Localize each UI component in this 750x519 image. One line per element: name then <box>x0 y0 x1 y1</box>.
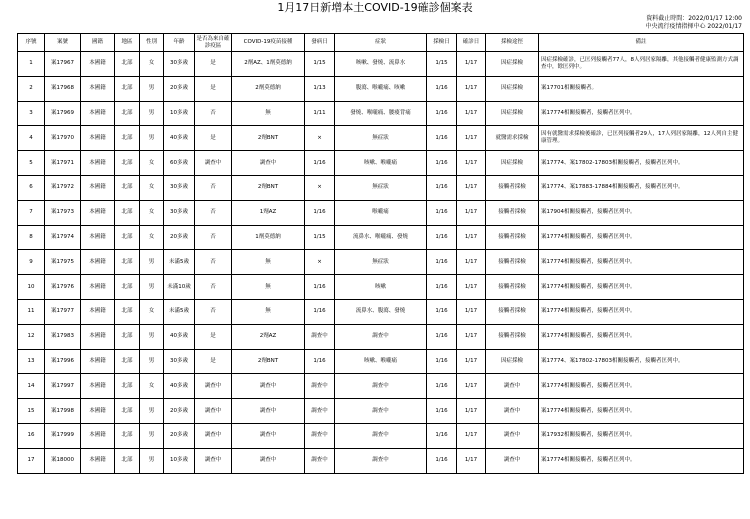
cell-nationality: 本國籍 <box>81 250 115 275</box>
cell-symptom: 喉嚨痛 <box>335 200 427 225</box>
cell-travel: 否 <box>195 299 232 324</box>
cell-case: 案17974 <box>45 225 81 250</box>
cell-confirm-date: 1/17 <box>457 151 486 176</box>
cell-sex: 男 <box>140 423 164 448</box>
col-header-confirm-date: 確診日 <box>457 34 486 52</box>
cell-symptom: 咳嗽、喉嚨痛 <box>335 349 427 374</box>
cell-vaccine: 無 <box>232 101 305 126</box>
col-header-region: 地區 <box>115 34 140 52</box>
cell-note: 案17774、案17802-17803相關接觸者，接觸者匡列中。 <box>539 151 744 176</box>
cell-note: 案17774相關接觸者，接觸者匡列中。 <box>539 299 744 324</box>
cell-route: 因症採檢 <box>486 52 539 77</box>
cell-confirm-date: 1/17 <box>457 275 486 300</box>
cell-note: 案17904相關接觸者，接觸者匡列中。 <box>539 200 744 225</box>
page-title: 1月17日新增本土COVID-19確診個案表 <box>277 1 473 14</box>
cell-sex: 男 <box>140 76 164 101</box>
cell-route: 因症採檢 <box>486 349 539 374</box>
cell-note: 案17774相關接觸者，接觸者匡列中。 <box>539 101 744 126</box>
table-row <box>18 225 744 250</box>
cell-onset: × <box>305 126 335 151</box>
cell-age: 30多歲 <box>164 349 195 374</box>
cell-confirm-date: 1/17 <box>457 200 486 225</box>
cell-case: 案17998 <box>45 399 81 424</box>
cell-onset: 1/16 <box>305 275 335 300</box>
cell-symptom: 調查中 <box>335 448 427 473</box>
cell-sex: 男 <box>140 101 164 126</box>
cell-serial: 2 <box>18 76 45 101</box>
table-row <box>18 151 744 176</box>
cell-vaccine: 2劑BNT <box>232 175 305 200</box>
cell-nationality: 本國籍 <box>81 200 115 225</box>
cell-confirm-date: 1/17 <box>457 52 486 77</box>
cell-note: 因有就醫需求採檢後確診，已匡列接觸者29人，17人列居家隔離，12人列自主健康管理。 <box>539 126 744 151</box>
cell-sample-date: 1/16 <box>427 151 457 176</box>
cell-vaccine: 無 <box>232 250 305 275</box>
cell-sex: 男 <box>140 399 164 424</box>
cell-region: 北部 <box>115 200 140 225</box>
cell-onset: 1/16 <box>305 349 335 374</box>
cell-case: 案17976 <box>45 275 81 300</box>
cell-route: 因症採檢 <box>486 76 539 101</box>
cell-confirm-date: 1/17 <box>457 299 486 324</box>
table-row <box>18 423 744 448</box>
case-table <box>17 33 744 474</box>
cell-case: 案18000 <box>45 448 81 473</box>
cell-onset: 1/16 <box>305 299 335 324</box>
table-row <box>18 349 744 374</box>
cell-route: 接觸者採檢 <box>486 175 539 200</box>
cell-travel: 調查中 <box>195 423 232 448</box>
cell-travel: 否 <box>195 101 232 126</box>
cell-age: 10多歲 <box>164 448 195 473</box>
cell-sample-date: 1/16 <box>427 399 457 424</box>
cell-age: 40多歲 <box>164 374 195 399</box>
cell-sex: 女 <box>140 374 164 399</box>
cell-symptom: 無症狀 <box>335 126 427 151</box>
cell-sample-date: 1/16 <box>427 101 457 126</box>
cell-onset: × <box>305 250 335 275</box>
cell-symptom: 腹瀉、喉嚨痛、咳嗽 <box>335 76 427 101</box>
table-row <box>18 275 744 300</box>
table-row <box>18 200 744 225</box>
table-row <box>18 299 744 324</box>
cell-region: 北部 <box>115 126 140 151</box>
cell-route: 因症採檢 <box>486 101 539 126</box>
cell-age: 30多歲 <box>164 200 195 225</box>
cell-vaccine: 調查中 <box>232 151 305 176</box>
cell-age: 20多歲 <box>164 76 195 101</box>
cell-sample-date: 1/16 <box>427 374 457 399</box>
cell-travel: 否 <box>195 225 232 250</box>
cell-sample-date: 1/16 <box>427 423 457 448</box>
cell-sex: 女 <box>140 299 164 324</box>
cell-onset: 1/15 <box>305 52 335 77</box>
cell-onset: 調查中 <box>305 448 335 473</box>
cell-sex: 女 <box>140 52 164 77</box>
cell-vaccine: 無 <box>232 299 305 324</box>
cell-region: 北部 <box>115 423 140 448</box>
cell-onset: 1/16 <box>305 200 335 225</box>
cell-sample-date: 1/16 <box>427 299 457 324</box>
cell-serial: 6 <box>18 175 45 200</box>
cell-symptom: 流鼻水、腹瀉、發燒 <box>335 299 427 324</box>
cell-note: 案17774相關接觸者，接觸者匡列中。 <box>539 275 744 300</box>
cell-travel: 否 <box>195 175 232 200</box>
cell-case: 案17968 <box>45 76 81 101</box>
table-row <box>18 448 744 473</box>
cell-symptom: 調查中 <box>335 324 427 349</box>
cell-note: 因症採檢確診，已匡列接觸者77人，8人列居家隔離，其他接觸者健康監測方式調查中，餘匡列中。 <box>539 52 744 77</box>
cell-travel: 調查中 <box>195 151 232 176</box>
col-header-sample-date: 採檢日 <box>427 34 457 52</box>
cell-sample-date: 1/16 <box>427 349 457 374</box>
cell-case: 案17977 <box>45 299 81 324</box>
cell-note: 案17932相關接觸者，接觸者匡列中。 <box>539 423 744 448</box>
data-cutoff-time: 資料截止時間：2022/01/17 12:00 <box>646 15 742 22</box>
cell-serial: 5 <box>18 151 45 176</box>
cell-onset: 調查中 <box>305 374 335 399</box>
cell-note: 案17774、案17802-17803相關接觸者，接觸者匡列中。 <box>539 349 744 374</box>
cell-confirm-date: 1/17 <box>457 448 486 473</box>
cell-travel: 否 <box>195 250 232 275</box>
cell-onset: 調查中 <box>305 399 335 424</box>
cell-route: 接觸者採檢 <box>486 225 539 250</box>
cell-sex: 男 <box>140 250 164 275</box>
col-header-case: 案號 <box>45 34 81 52</box>
col-header-vaccine: COVID-19疫苗接種 <box>232 34 305 52</box>
cell-age: 40多歲 <box>164 126 195 151</box>
cell-note: 案17774相關接觸者，接觸者匡列中。 <box>539 448 744 473</box>
cell-case: 案17969 <box>45 101 81 126</box>
cell-age: 10多歲 <box>164 101 195 126</box>
cell-age: 20多歲 <box>164 225 195 250</box>
cell-travel: 是 <box>195 76 232 101</box>
cell-nationality: 本國籍 <box>81 423 115 448</box>
col-header-sex: 性別 <box>140 34 164 52</box>
cell-case: 案17970 <box>45 126 81 151</box>
cell-serial: 17 <box>18 448 45 473</box>
cell-case: 案17983 <box>45 324 81 349</box>
cell-region: 北部 <box>115 225 140 250</box>
cell-case: 案17971 <box>45 151 81 176</box>
col-header-nationality: 國籍 <box>81 34 115 52</box>
cell-symptom: 調查中 <box>335 374 427 399</box>
cell-symptom: 無症狀 <box>335 250 427 275</box>
cell-confirm-date: 1/17 <box>457 250 486 275</box>
cell-vaccine: 調查中 <box>232 374 305 399</box>
cell-sex: 男 <box>140 275 164 300</box>
cell-symptom: 調查中 <box>335 399 427 424</box>
cell-onset: 1/13 <box>305 76 335 101</box>
cell-confirm-date: 1/17 <box>457 349 486 374</box>
cell-vaccine: 調查中 <box>232 423 305 448</box>
cell-symptom: 咳嗽、發燒、流鼻水 <box>335 52 427 77</box>
cell-travel: 否 <box>195 200 232 225</box>
cell-symptom: 咳嗽、喉嚨痛 <box>335 151 427 176</box>
cell-vaccine: 調查中 <box>232 448 305 473</box>
cell-onset: 調查中 <box>305 324 335 349</box>
cell-route: 接觸者採檢 <box>486 275 539 300</box>
table-row <box>18 76 744 101</box>
cell-sample-date: 1/16 <box>427 175 457 200</box>
table-row <box>18 52 744 77</box>
cell-region: 北部 <box>115 76 140 101</box>
cell-note: 案17774相關接觸者，接觸者匡列中。 <box>539 250 744 275</box>
cell-onset: 調查中 <box>305 423 335 448</box>
col-header-travel: 是否為來自確診疫區 <box>195 34 232 52</box>
table-row <box>18 101 744 126</box>
cell-sample-date: 1/16 <box>427 448 457 473</box>
cell-symptom: 調查中 <box>335 423 427 448</box>
cell-nationality: 本國籍 <box>81 76 115 101</box>
cell-vaccine: 2劑BNT <box>232 126 305 151</box>
cell-confirm-date: 1/17 <box>457 423 486 448</box>
col-header-age: 年齡 <box>164 34 195 52</box>
cell-route: 調查中 <box>486 448 539 473</box>
cell-region: 北部 <box>115 101 140 126</box>
cell-confirm-date: 1/17 <box>457 101 486 126</box>
report-meta <box>646 15 743 31</box>
cell-serial: 12 <box>18 324 45 349</box>
cell-confirm-date: 1/17 <box>457 76 486 101</box>
cell-region: 北部 <box>115 151 140 176</box>
cell-age: 未滿10歲 <box>164 275 195 300</box>
cell-note: 案17774、案17883-17884相關接觸者，接觸者匡列中。 <box>539 175 744 200</box>
cell-nationality: 本國籍 <box>81 349 115 374</box>
cell-confirm-date: 1/17 <box>457 374 486 399</box>
cell-case: 案17999 <box>45 423 81 448</box>
cell-travel: 是 <box>195 324 232 349</box>
cell-nationality: 本國籍 <box>81 275 115 300</box>
cell-region: 北部 <box>115 52 140 77</box>
cell-symptom: 無症狀 <box>335 175 427 200</box>
cell-sex: 男 <box>140 126 164 151</box>
col-header-route: 採檢途徑 <box>486 34 539 52</box>
cell-travel: 否 <box>195 275 232 300</box>
table-row <box>18 126 744 151</box>
cell-vaccine: 2劑莫德納 <box>232 76 305 101</box>
cell-vaccine: 調查中 <box>232 399 305 424</box>
cell-region: 北部 <box>115 448 140 473</box>
cell-sex: 男 <box>140 324 164 349</box>
cell-serial: 15 <box>18 399 45 424</box>
cell-travel: 是 <box>195 52 232 77</box>
cell-nationality: 本國籍 <box>81 299 115 324</box>
cell-age: 未滿5歲 <box>164 299 195 324</box>
cell-travel: 是 <box>195 126 232 151</box>
cell-nationality: 本國籍 <box>81 225 115 250</box>
cell-serial: 3 <box>18 101 45 126</box>
cell-serial: 13 <box>18 349 45 374</box>
cell-travel: 是 <box>195 349 232 374</box>
cell-age: 30多歲 <box>164 175 195 200</box>
cell-serial: 4 <box>18 126 45 151</box>
cell-sex: 男 <box>140 448 164 473</box>
cell-region: 北部 <box>115 175 140 200</box>
cell-route: 接觸者採檢 <box>486 299 539 324</box>
table-row <box>18 250 744 275</box>
cell-case: 案17973 <box>45 200 81 225</box>
cell-route: 調查中 <box>486 399 539 424</box>
cell-region: 北部 <box>115 299 140 324</box>
cell-serial: 11 <box>18 299 45 324</box>
cell-route: 接觸者採檢 <box>486 250 539 275</box>
cell-symptom: 發燒、喉嚨痛、腰痠背痛 <box>335 101 427 126</box>
cell-confirm-date: 1/17 <box>457 324 486 349</box>
cell-age: 40多歲 <box>164 324 195 349</box>
cell-travel: 調查中 <box>195 448 232 473</box>
cell-sex: 女 <box>140 200 164 225</box>
cell-nationality: 本國籍 <box>81 52 115 77</box>
cell-confirm-date: 1/17 <box>457 126 486 151</box>
cell-vaccine: 2劑AZ <box>232 324 305 349</box>
cell-sample-date: 1/16 <box>427 126 457 151</box>
cell-region: 北部 <box>115 275 140 300</box>
cell-symptom: 流鼻水、喉嚨痛、發燒 <box>335 225 427 250</box>
cell-sex: 女 <box>140 175 164 200</box>
cell-route: 因症採檢 <box>486 151 539 176</box>
cell-age: 30多歲 <box>164 52 195 77</box>
cell-nationality: 本國籍 <box>81 374 115 399</box>
cell-case: 案17972 <box>45 175 81 200</box>
cell-confirm-date: 1/17 <box>457 399 486 424</box>
cell-sample-date: 1/16 <box>427 76 457 101</box>
cell-onset: 1/11 <box>305 101 335 126</box>
cell-serial: 7 <box>18 200 45 225</box>
cell-travel: 調查中 <box>195 374 232 399</box>
table-header-row <box>18 34 744 52</box>
cell-route: 接觸者採檢 <box>486 200 539 225</box>
table-row <box>18 374 744 399</box>
cell-serial: 10 <box>18 275 45 300</box>
col-header-serial: 序號 <box>18 34 45 52</box>
cell-route: 調查中 <box>486 423 539 448</box>
cell-sample-date: 1/16 <box>427 324 457 349</box>
cell-note: 案17774相關接觸者，接觸者匡列中。 <box>539 374 744 399</box>
cell-region: 北部 <box>115 250 140 275</box>
cell-sex: 女 <box>140 225 164 250</box>
cell-nationality: 本國籍 <box>81 448 115 473</box>
cell-route: 調查中 <box>486 374 539 399</box>
cell-case: 案17996 <box>45 349 81 374</box>
cell-serial: 16 <box>18 423 45 448</box>
cell-nationality: 本國籍 <box>81 399 115 424</box>
cell-serial: 14 <box>18 374 45 399</box>
cell-nationality: 本國籍 <box>81 126 115 151</box>
cell-age: 20多歲 <box>164 423 195 448</box>
cell-nationality: 本國籍 <box>81 324 115 349</box>
col-header-symptom: 症狀 <box>335 34 427 52</box>
cell-vaccine: 2劑AZ、1劑莫德納 <box>232 52 305 77</box>
cell-sample-date: 1/16 <box>427 250 457 275</box>
cell-nationality: 本國籍 <box>81 175 115 200</box>
cell-region: 北部 <box>115 399 140 424</box>
cell-note: 案17774相關接觸者，接觸者匡列中。 <box>539 225 744 250</box>
cell-sample-date: 1/15 <box>427 52 457 77</box>
cell-region: 北部 <box>115 374 140 399</box>
cell-age: 60多歲 <box>164 151 195 176</box>
cell-case: 案17975 <box>45 250 81 275</box>
cell-nationality: 本國籍 <box>81 151 115 176</box>
cell-onset: 1/16 <box>305 151 335 176</box>
table-row <box>18 399 744 424</box>
cell-confirm-date: 1/17 <box>457 225 486 250</box>
cell-travel: 調查中 <box>195 399 232 424</box>
cell-sample-date: 1/16 <box>427 200 457 225</box>
cell-note: 案17774相關接觸者，接觸者匡列中。 <box>539 399 744 424</box>
cell-vaccine: 1劑AZ <box>232 200 305 225</box>
cell-age: 20多歲 <box>164 399 195 424</box>
cell-region: 北部 <box>115 349 140 374</box>
cell-case: 案17997 <box>45 374 81 399</box>
cell-vaccine: 2劑BNT <box>232 349 305 374</box>
cell-route: 就醫需求採檢 <box>486 126 539 151</box>
issuing-agency: 中央流行疫情指揮中心 2022/01/17 <box>645 23 742 30</box>
cell-sample-date: 1/16 <box>427 225 457 250</box>
cell-note: 案17774相關接觸者，接觸者匡列中。 <box>539 324 744 349</box>
cell-route: 接觸者採檢 <box>486 324 539 349</box>
cell-sample-date: 1/16 <box>427 275 457 300</box>
cell-confirm-date: 1/17 <box>457 175 486 200</box>
col-header-onset: 發病日 <box>305 34 335 52</box>
cell-nationality: 本國籍 <box>81 101 115 126</box>
cell-onset: × <box>305 175 335 200</box>
cell-vaccine: 無 <box>232 275 305 300</box>
cell-age: 未滿5歲 <box>164 250 195 275</box>
cell-onset: 1/15 <box>305 225 335 250</box>
cell-sex: 男 <box>140 349 164 374</box>
cell-case: 案17967 <box>45 52 81 77</box>
cell-note: 案17701相關接觸者。 <box>539 76 744 101</box>
cell-symptom: 咳嗽 <box>335 275 427 300</box>
cell-vaccine: 1劑莫德納 <box>232 225 305 250</box>
cell-serial: 1 <box>18 52 45 77</box>
col-header-note: 備註 <box>539 34 744 52</box>
cell-sex: 女 <box>140 151 164 176</box>
cell-region: 北部 <box>115 324 140 349</box>
table-row <box>18 324 744 349</box>
cell-serial: 8 <box>18 225 45 250</box>
cell-serial: 9 <box>18 250 45 275</box>
table-row <box>18 175 744 200</box>
